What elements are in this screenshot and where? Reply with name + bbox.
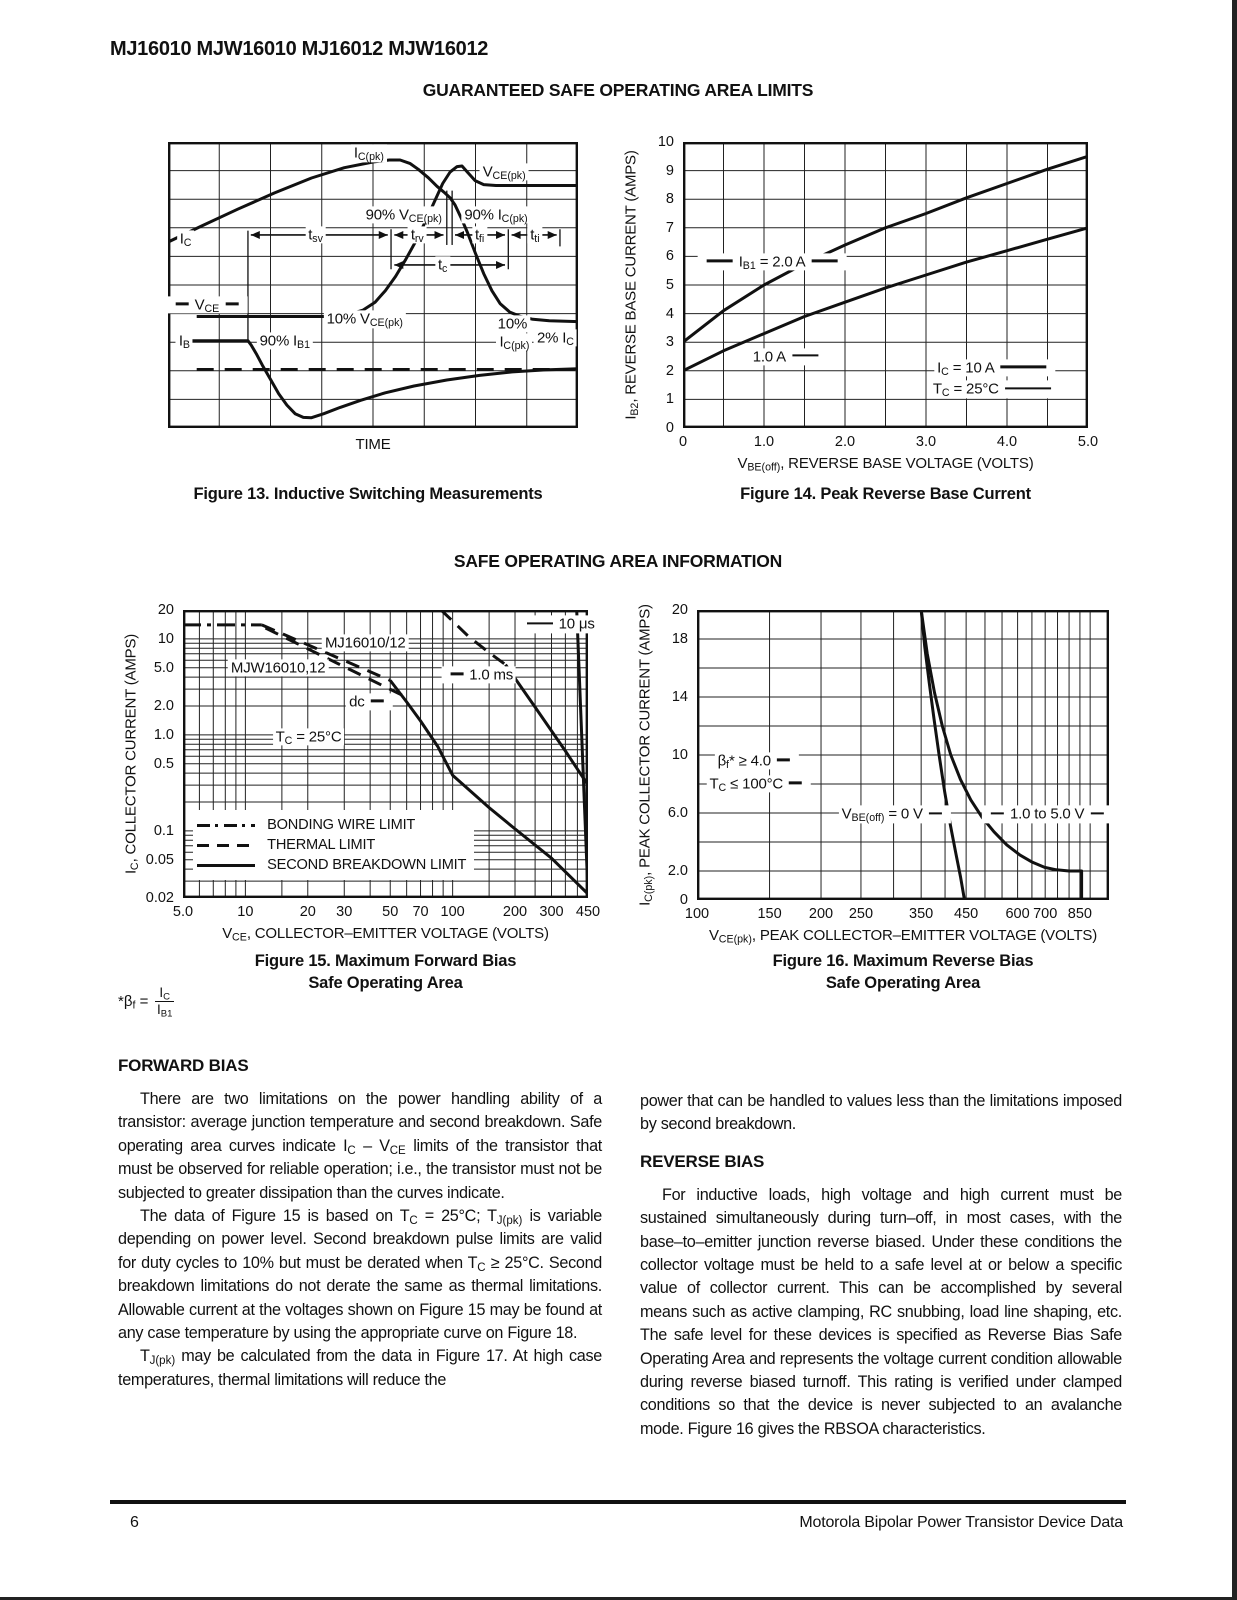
figure-16-chart bbox=[636, 602, 1109, 946]
figure-14-caption: Figure 14. Peak Reverse Base Current bbox=[740, 485, 1031, 503]
y-tick-label: 6.0 bbox=[667, 805, 688, 821]
ib-waveform bbox=[180, 341, 578, 418]
y-tick-label: 0 bbox=[679, 892, 688, 908]
arrowhead-right bbox=[435, 231, 444, 239]
series-1-0-ms-thermal bbox=[441, 610, 505, 665]
label-ib-trace: $I_B$ bbox=[176, 332, 193, 349]
vce-waveform bbox=[197, 166, 578, 317]
y-tick-label: 1 bbox=[665, 391, 674, 408]
y-tick-label: 3 bbox=[665, 334, 674, 351]
arrowhead-left bbox=[394, 261, 403, 269]
scan-edge-right bbox=[1232, 0, 1237, 1600]
arrowhead-right bbox=[548, 231, 557, 239]
label-mj16010-12: MJ16010/12 bbox=[322, 634, 409, 651]
label-cond-tc: $T_C = 25^\circ C$ bbox=[930, 381, 1060, 398]
label-ic-trace: $I_C$ bbox=[177, 231, 195, 248]
y-tick-label: 8 bbox=[665, 191, 674, 208]
label-vbe-1-5v: 1.0 to 5.0 V bbox=[982, 806, 1112, 823]
label-tc: $t_c$ bbox=[435, 256, 450, 273]
x-tick-label: 4.0 bbox=[996, 434, 1018, 450]
beta-f-footnote bbox=[118, 985, 174, 1018]
fig14-y-axis-title: $I_{B2}$, REVERSE BASE CURRENT (AMPS) bbox=[622, 150, 642, 420]
figure-15-caption-line1: Figure 15. Maximum Forward Bias bbox=[254, 952, 517, 970]
arrowhead-left bbox=[512, 231, 521, 239]
footnote-prefix: $*\beta_f$ = bbox=[118, 993, 149, 1012]
label-vce-trace: $V_{CE}$ bbox=[167, 296, 248, 313]
fig15-x-axis-title: $V_{CE}$, COLLECTOR–EMITTER VOLTAGE (VOLTS) bbox=[222, 925, 549, 944]
legend-label: SECOND BREAKDOWN LIMIT bbox=[267, 857, 467, 874]
x-tick-label: 150 bbox=[757, 906, 782, 922]
y-tick-label: 20 bbox=[157, 602, 174, 618]
label-90pct-ib1: 90% $I_{B1}$ bbox=[257, 332, 313, 349]
right-text-column bbox=[640, 1056, 1122, 1441]
label-cond-ic: $I_C = 10$ A bbox=[934, 359, 1055, 376]
y-tick-label: 0.1 bbox=[153, 822, 174, 839]
section-title-guaranteed-soa: GUARANTEED SAFE OPERATING AREA LIMITS bbox=[422, 80, 814, 100]
label-trv: $t_{rv}$ bbox=[408, 226, 427, 243]
x-tick-label: 350 bbox=[909, 906, 934, 922]
paragraph-forward-2: The data of Figure 15 is based on $T_C = 25^\circ C$; $T_{J(pk)}$ is variable depending on power level. Second breakdown pulse limits are valid for duty cycles to 10% but must be derated when $T_C \ge 25^\circ C$. Second breakdown limitations do not derate the same as thermal limitations. Allowable current at the voltages shown on Figure 15 may be found at any case temperature by using the appropriate curve on Figure 18. bbox=[118, 1207, 602, 1343]
label-ib1-2a: $I_{B1} = 2.0$ A bbox=[698, 253, 847, 270]
label-tti: $t_{ti}$ bbox=[527, 226, 542, 243]
figure-16-caption-line2: Safe Operating Area bbox=[825, 974, 981, 992]
y-tick-label: 5 bbox=[665, 277, 674, 293]
label-vbe-0v: $V_{BE(off)} = 0$ V bbox=[839, 806, 951, 823]
fig13-canvas bbox=[168, 142, 578, 428]
label-90pct-vce: 90% $V_{CE(pk)}$ bbox=[363, 206, 445, 223]
y-tick-label: 18 bbox=[671, 631, 688, 647]
x-tick-label: 30 bbox=[336, 904, 353, 920]
x-tick-label: 10 bbox=[237, 904, 254, 920]
y-tick-label: 2.0 bbox=[667, 863, 688, 879]
label-10pct-ic-2: $I_{C(pk)}$ bbox=[496, 334, 532, 351]
y-tick-label: 2.0 bbox=[153, 698, 174, 714]
x-tick-label: 850 bbox=[1067, 906, 1093, 922]
figure-16-caption-line1: Figure 16. Maximum Reverse Bias bbox=[772, 952, 1034, 970]
y-tick-label: 0.05 bbox=[145, 851, 174, 868]
label-ic-peak: $I_{C(pk)}$ bbox=[351, 145, 387, 162]
x-tick-label: 70 bbox=[412, 904, 429, 920]
x-tick-label: 1.0 bbox=[753, 434, 775, 450]
y-tick-label: 6 bbox=[665, 248, 674, 265]
y-tick-label: 0.02 bbox=[145, 890, 174, 906]
fig14-x-axis-title: $V_{BE(off)}$, REVERSE BASE VOLTAGE (VOLTS) bbox=[737, 455, 1034, 474]
label-tc-25c: $T_C = 25^\circ C$ bbox=[273, 728, 345, 745]
legend-line-dashdot bbox=[197, 824, 255, 827]
label-vce-peak: $V_{CE(pk)}$ bbox=[480, 163, 529, 180]
x-tick-label: 450 bbox=[575, 904, 601, 920]
label-tfi: $t_{fi}$ bbox=[472, 226, 487, 243]
y-tick-label: 5.0 bbox=[153, 659, 174, 676]
label-tc-100c: $T_C \le 100^\circ C$ bbox=[707, 775, 811, 792]
arrowhead-left bbox=[455, 231, 464, 239]
legend-label: BONDING WIRE LIMIT bbox=[267, 817, 416, 834]
x-tick-label: 200 bbox=[502, 904, 528, 920]
x-tick-label: 450 bbox=[954, 906, 979, 922]
label-beta-f: $\beta_f* \ge 4.0$ bbox=[715, 752, 799, 769]
label-1ms: 1.0 ms bbox=[441, 666, 516, 683]
label-ib1-1a: 1.0 A bbox=[750, 348, 827, 365]
y-tick-label: 14 bbox=[671, 689, 688, 705]
footer-source-text: Motorola Bipolar Power Transistor Device Data bbox=[799, 1514, 1123, 1531]
figure-15-caption bbox=[183, 950, 588, 994]
left-text-column bbox=[118, 1056, 602, 1392]
paragraph-reverse-1: For inductive loads, high voltage and high current must be sustained simultaneously during turn–off, in most cases, with the base–to–emitter junction reverse biased. Under these conditions the collector voltage must be held to a safe level at or below a specific value of collector current. This can be accomplished by several means such as active clamping, RC snubbing, load line shaping, etc. The safe level for these devices is specified as Reverse Bias Safe Operating Area and represents the voltage current condition allowable during reverse biased turnoff. This rating is verified under clamped conditions so that the device is never subjected to an avalanche mode. Figure 16 gives the RBSOA characteristics. bbox=[640, 1185, 1122, 1438]
paragraph-forward-continued: power that can be handled to values less than the limitations imposed by second breakdown. bbox=[640, 1092, 1122, 1134]
y-tick-label: 10 bbox=[157, 630, 174, 647]
label-tsv: $t_{sv}$ bbox=[305, 226, 326, 243]
x-tick-label: 20 bbox=[299, 904, 316, 920]
y-tick-label: 4 bbox=[665, 305, 674, 322]
fig16-x-axis-title: $V_{CE(pk)}$, PEAK COLLECTOR–EMITTER VOLTAGE (VOLTS) bbox=[708, 927, 1098, 946]
figure-15-chart bbox=[122, 602, 601, 944]
legend-line-solid bbox=[197, 864, 255, 867]
figure-14-chart bbox=[622, 134, 1099, 474]
arrowhead-right bbox=[379, 231, 388, 239]
fig16-y-axis-title: $I_{C(pk)}$, PEAK COLLECTOR CURRENT (AMPS) bbox=[636, 604, 656, 906]
arrowhead-right bbox=[496, 231, 505, 239]
footer-rule bbox=[110, 1500, 1126, 1504]
label-mjw16010-12: MJW16010,12 bbox=[228, 659, 329, 676]
x-tick-label: 2.0 bbox=[834, 434, 856, 450]
figure-15-caption-line2: Safe Operating Area bbox=[308, 974, 463, 992]
figure-16-caption bbox=[697, 950, 1109, 994]
series-1-0-ms-second-breakdown bbox=[506, 665, 589, 786]
footer-page-number: 6 bbox=[130, 1514, 139, 1531]
label-10pct-ic-1: 10% bbox=[495, 315, 530, 332]
y-tick-label: 9 bbox=[665, 162, 674, 179]
arrowhead-left bbox=[251, 231, 260, 239]
arrowhead-right bbox=[496, 261, 505, 269]
forward-bias-heading: FORWARD BIAS bbox=[118, 1056, 249, 1075]
footnote-denominator: $I_{B1}$ bbox=[156, 1002, 173, 1020]
fig15-y-axis-title: $I_C$, COLLECTOR CURRENT (AMPS) bbox=[122, 633, 142, 875]
x-tick-label: 200 bbox=[808, 906, 834, 922]
y-tick-label: 7 bbox=[665, 219, 674, 236]
page-header-part-numbers: MJ16010 MJW16010 MJ16012 MJW16012 bbox=[110, 38, 489, 60]
reverse-bias-heading: REVERSE BIAS bbox=[640, 1151, 765, 1171]
label-90pct-ic: 90% $I_{C(pk)}$ bbox=[461, 206, 530, 223]
x-tick-label: 5.0 bbox=[172, 904, 194, 920]
figure-13-caption: Figure 13. Inductive Switching Measurements bbox=[193, 485, 543, 503]
x-tick-label: 300 bbox=[539, 904, 564, 920]
x-tick-label: 100 bbox=[440, 904, 465, 920]
figure-13-timing-diagram bbox=[168, 142, 578, 453]
fig15-legend bbox=[193, 810, 474, 880]
x-tick-label: 700 bbox=[1033, 906, 1058, 922]
x-tick-label: 5.0 bbox=[1077, 434, 1099, 450]
paragraph-forward-3: $T_{J(pk)}$ may be calculated from the data in Figure 17. At high case temperatures, thermal limitations will reduce the bbox=[118, 1347, 602, 1389]
legend-label: THERMAL LIMIT bbox=[267, 837, 376, 854]
y-tick-label: 1.0 bbox=[153, 726, 174, 743]
legend-line-dashed bbox=[197, 844, 255, 847]
legend-item-second-breakdown bbox=[197, 857, 466, 873]
label-10us: 10 μs bbox=[518, 616, 598, 633]
y-tick-label: 10 bbox=[671, 747, 688, 763]
footnote-numerator: $I_C$ bbox=[155, 985, 174, 1002]
paragraph-forward-1: There are two limitations on the power handling ability of a transistor: average junction temperature and second breakdown. Safe operating area curves indicate $I_C - V_{CE}$ limits of the transistor that must be observed for reliable operation; i.e., the transistor must not be subjected to greater dissipation than the curves indicate. bbox=[118, 1090, 602, 1202]
label-10pct-vce: 10% $V_{CE(pk)}$ bbox=[324, 311, 406, 328]
x-tick-label: 250 bbox=[848, 906, 874, 922]
x-tick-label: 600 bbox=[1005, 906, 1030, 922]
legend-item-thermal bbox=[197, 837, 466, 853]
y-tick-label: 0 bbox=[665, 420, 674, 436]
y-tick-label: 10 bbox=[657, 134, 674, 150]
section-title-soa-information: SAFE OPERATING AREA INFORMATION bbox=[453, 551, 783, 571]
y-tick-label: 20 bbox=[671, 602, 688, 618]
legend-item-bonding-wire bbox=[197, 817, 466, 833]
footnote-fraction bbox=[155, 985, 174, 1018]
arrowhead-left bbox=[394, 231, 403, 239]
y-tick-label: 0.5 bbox=[153, 755, 174, 772]
label-dc: dc bbox=[346, 694, 392, 711]
x-tick-label: 50 bbox=[382, 904, 399, 920]
label-2pct-ic: 2% $I_C$ bbox=[534, 329, 577, 346]
fig13-x-axis-title: TIME bbox=[355, 436, 391, 453]
y-tick-label: 2 bbox=[665, 362, 674, 379]
x-tick-label: 100 bbox=[684, 906, 710, 922]
x-tick-label: 3.0 bbox=[915, 434, 937, 450]
x-tick-label: 0 bbox=[678, 434, 688, 450]
